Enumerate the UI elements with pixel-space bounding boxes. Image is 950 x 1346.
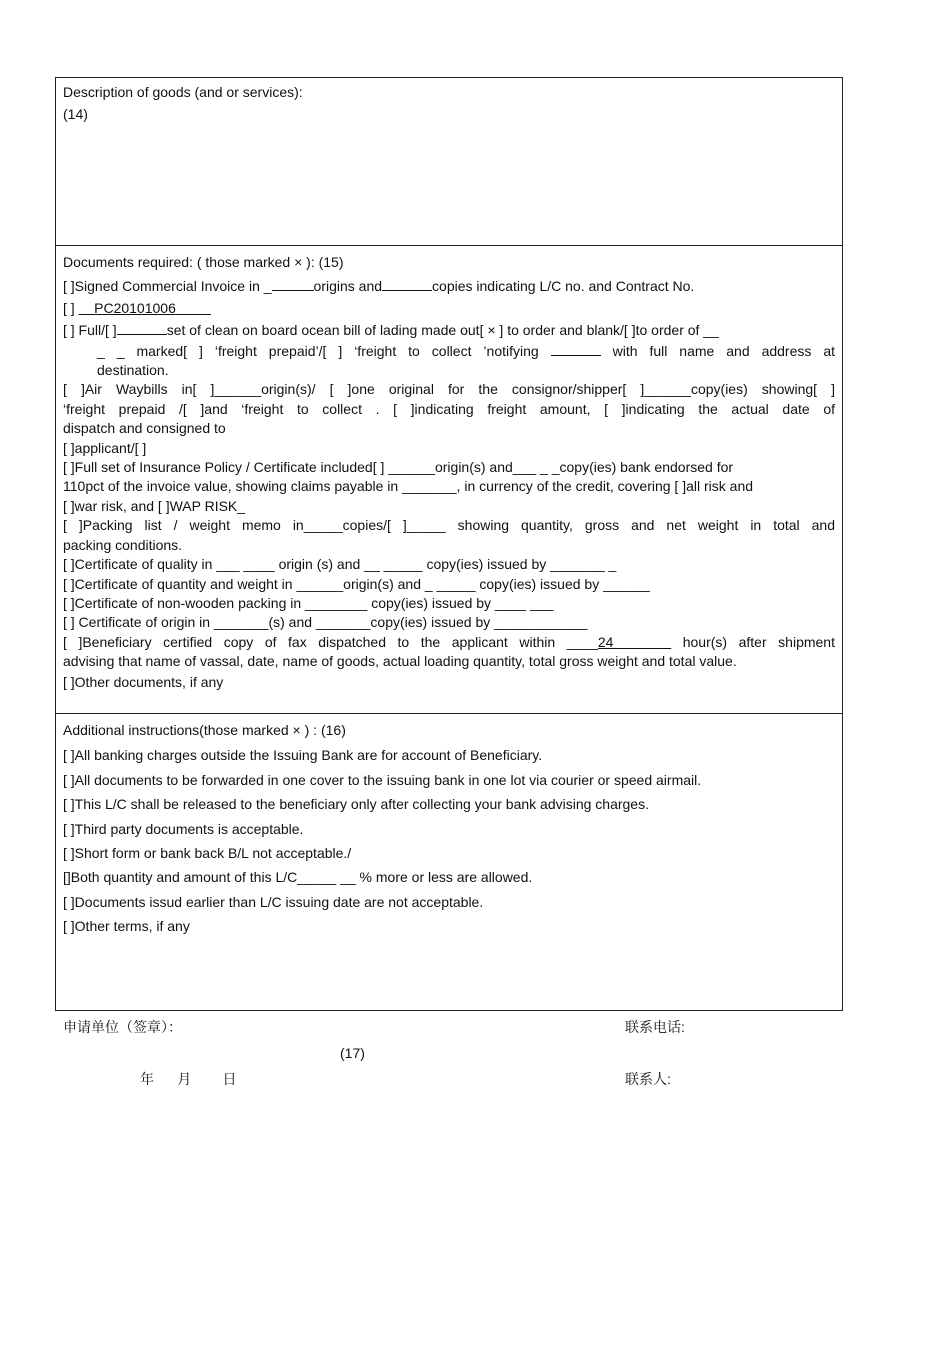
documents-section <box>56 246 842 714</box>
additional-item: [ ]Other terms, if any <box>63 918 190 935</box>
additional-item: [ ]Documents issud earlier than L/C issuing date are not acceptable. <box>63 893 484 910</box>
doc-bill-of-lading: [ ] Full/[ ] set of clean on board ocean bill of lading made out[ × ] to order and blank/[ ]to order of __ <box>63 322 719 339</box>
doc-beneficiary-fax-advice: advising that name of vassal, date, name of goods, actual loading quantity, total gross weight and total value. <box>63 653 737 670</box>
additional-section <box>56 714 842 1010</box>
doc-insurance-risk: [ ]war risk, and [ ]WAP RISK_ <box>63 497 246 514</box>
doc-air-waybills-applicant: [ ]applicant/[ ] <box>63 439 147 456</box>
goods-section <box>56 78 842 246</box>
fax-hours: 24 <box>597 633 614 650</box>
phone-label: 联系电话: <box>625 1019 685 1035</box>
footer-number: (17) <box>340 1045 365 1061</box>
doc-air-waybills-cont: ‘freight prepaid /[ ]and ‘freight to collect . [ ]indicating freight amount, [ ]indicating the actual date of <box>63 400 835 417</box>
additional-heading: Additional instructions(those marked × ) : (16) <box>63 722 346 738</box>
doc-cert-origin: [ ] Certificate of origin in _______(s) and _______copy(ies) issued by ____________ <box>63 614 588 631</box>
doc-packing-conditions: packing conditions. <box>63 536 183 553</box>
doc-air-waybills-dispatch: dispatch and consigned to <box>63 420 226 437</box>
doc-packing-list: [ ]Packing list / weight memo in_____copies/[ ]_____ showing quantity, gross and net weight in total and <box>63 517 835 534</box>
doc-cert-non-wooden: [ ]Certificate of non-wooden packing in ________ copy(ies) issued by ____ ___ <box>63 594 554 611</box>
goods-number: (14) <box>63 106 88 123</box>
doc-other: [ ]Other documents, if any <box>63 673 224 690</box>
doc-cert-quality: [ ]Certificate of quality in ___ ____ origin (s) and __ _____ copy(ies) issued by _______ _ <box>63 556 617 573</box>
applicant-signature-label: 申请单位（签章）： <box>63 1019 182 1035</box>
doc-beneficiary-fax: [ ]Beneficiary certified copy of fax dispatched to the applicant within ____24 hour(s) after shipment <box>63 633 835 650</box>
doc-commercial-invoice: [ ]Signed Commercial Invoice in _ origins and copies indicating L/C no. and Contract No. <box>63 278 695 295</box>
doc-contract-no: [ ] PC20101006 <box>63 299 176 316</box>
doc-insurance-value: 110pct of the invoice value, showing claims payable in _______, in currency of the credit, covering [ ]all risk and <box>63 478 754 495</box>
additional-item: []Both quantity and amount of this L/C_____ __ % more or less are allowed. <box>63 869 533 886</box>
doc-cert-quantity: [ ]Certificate of quantity and weight in ______origin(s) and _ _____ copy(ies) issued by ______ <box>63 575 650 592</box>
lc-application-form <box>55 77 843 1011</box>
doc-bill-of-lading-cont: _ _ marked[ ] ‘freight prepaid’/[ ] ‘freight to collect ’notifying with full name and address at <box>97 342 835 359</box>
contract-number: PC20101006 <box>94 299 176 316</box>
contact-label: 联系人: <box>625 1071 671 1087</box>
doc-air-waybills: [ ]Air Waybills in[ ]______origin(s)/ [ ]one original for the consignor/shipper[ ]______copy(ies) showing[ ] <box>63 381 835 398</box>
documents-heading: Documents required: ( those marked × ): (15) <box>63 254 344 270</box>
doc-insurance-policy: [ ]Full set of Insurance Policy / Certificate included[ ] ______origin(s) and___ _ _copy(ies) bank endorsed for <box>63 459 734 476</box>
doc-bill-of-lading-dest: destination. <box>97 362 169 379</box>
goods-heading: Description of goods (and or services): <box>63 84 303 100</box>
date-label: 年 月 日 <box>140 1071 237 1087</box>
additional-item: [ ]All documents to be forwarded in one cover to the issuing bank in one lot via courier or speed airmail. <box>63 771 702 788</box>
additional-item: [ ]This L/C shall be released to the beneficiary only after collecting your bank advising charges. <box>63 796 649 813</box>
additional-item: [ ]Third party documents is acceptable. <box>63 820 304 837</box>
additional-item: [ ]Short form or bank back B/L not acceptable./ <box>63 845 352 862</box>
additional-item: [ ]All banking charges outside the Issuing Bank are for account of Beneficiary. <box>63 747 543 764</box>
